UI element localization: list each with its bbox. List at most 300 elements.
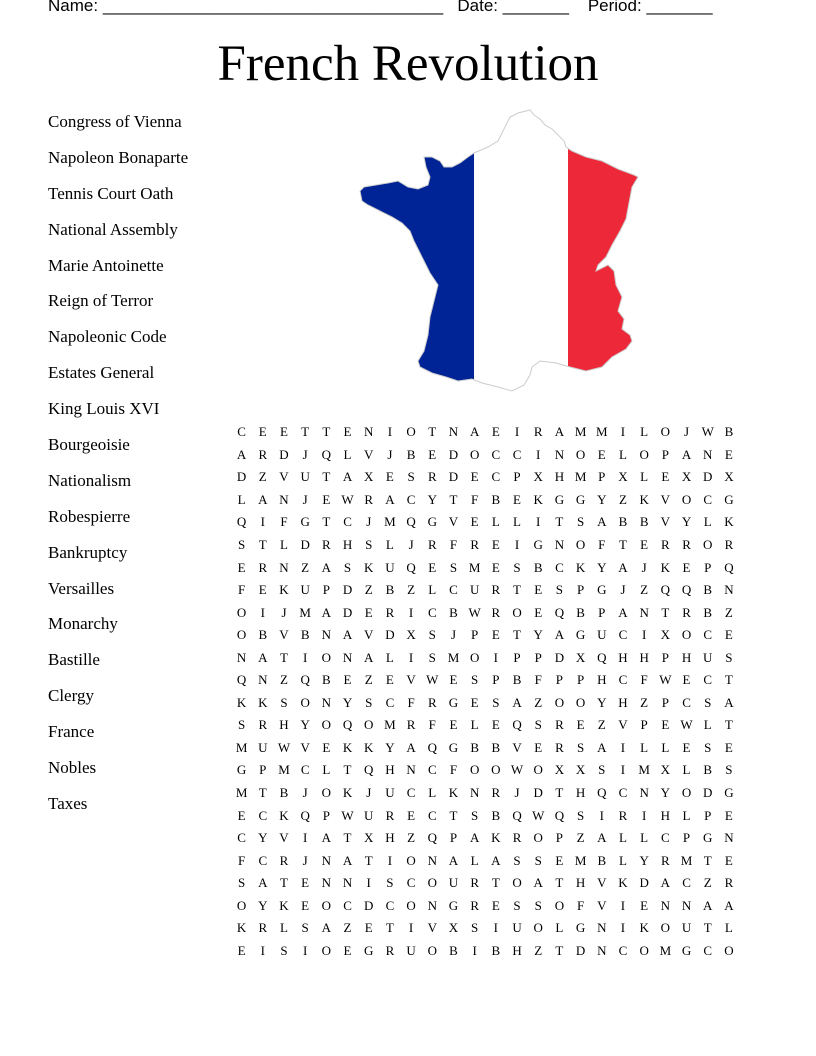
- grid-cell[interactable]: H: [279, 717, 289, 733]
- grid-cell[interactable]: S: [237, 717, 246, 733]
- grid-cell[interactable]: T: [618, 537, 627, 552]
- grid-cell[interactable]: M: [574, 469, 587, 485]
- grid-cell[interactable]: B: [470, 739, 479, 755]
- grid-cell[interactable]: R: [258, 717, 268, 733]
- grid-cell[interactable]: R: [661, 537, 670, 552]
- grid-cell[interactable]: O: [660, 920, 671, 936]
- grid-cell[interactable]: S: [704, 694, 712, 710]
- grid-cell[interactable]: E: [534, 604, 543, 620]
- grid-cell[interactable]: A: [512, 694, 522, 710]
- grid-cell[interactable]: C: [661, 830, 670, 846]
- grid-cell[interactable]: R: [618, 807, 628, 823]
- grid-cell[interactable]: S: [449, 559, 458, 575]
- grid-cell[interactable]: A: [258, 875, 268, 891]
- grid-cell[interactable]: X: [618, 469, 628, 485]
- grid-cell[interactable]: J: [302, 785, 308, 801]
- grid-cell[interactable]: A: [321, 830, 332, 846]
- grid-cell[interactable]: L: [237, 491, 246, 507]
- grid-cell[interactable]: N: [681, 897, 692, 913]
- grid-cell[interactable]: D: [342, 582, 353, 598]
- grid-cell[interactable]: P: [576, 582, 585, 598]
- grid-cell[interactable]: T: [279, 649, 288, 665]
- grid-cell[interactable]: L: [640, 424, 649, 440]
- grid-cell[interactable]: N: [724, 582, 734, 598]
- grid-cell[interactable]: A: [597, 739, 607, 755]
- grid-cell[interactable]: R: [406, 717, 416, 733]
- grid-cell[interactable]: G: [724, 785, 734, 801]
- grid-cell[interactable]: O: [575, 446, 586, 462]
- grid-cell[interactable]: N: [258, 672, 268, 688]
- grid-cell[interactable]: E: [279, 424, 288, 440]
- grid-cell[interactable]: P: [534, 649, 542, 665]
- grid-cell[interactable]: L: [618, 830, 627, 846]
- grid-cell[interactable]: B: [597, 852, 607, 868]
- grid-cell[interactable]: I: [302, 942, 308, 958]
- grid-cell[interactable]: B: [385, 582, 395, 598]
- grid-cell[interactable]: C: [427, 807, 437, 823]
- grid-cell[interactable]: W: [532, 807, 545, 823]
- grid-cell[interactable]: S: [280, 942, 288, 958]
- grid-cell[interactable]: O: [681, 627, 692, 643]
- grid-cell[interactable]: I: [260, 514, 265, 530]
- grid-cell[interactable]: K: [533, 491, 543, 507]
- grid-cell[interactable]: L: [279, 920, 288, 936]
- grid-cell[interactable]: E: [428, 446, 437, 462]
- grid-cell[interactable]: N: [597, 920, 607, 936]
- grid-cell[interactable]: J: [641, 559, 647, 575]
- grid-cell[interactable]: C: [427, 762, 437, 778]
- grid-cell[interactable]: V: [597, 875, 607, 891]
- grid-cell[interactable]: P: [704, 807, 712, 823]
- grid-cell[interactable]: Z: [258, 469, 267, 485]
- grid-cell[interactable]: G: [575, 491, 586, 507]
- grid-cell[interactable]: Q: [597, 649, 607, 665]
- grid-cell[interactable]: E: [682, 559, 691, 575]
- grid-cell[interactable]: S: [598, 762, 606, 778]
- grid-cell[interactable]: J: [514, 785, 520, 801]
- grid-cell[interactable]: Z: [343, 920, 352, 936]
- grid-cell[interactable]: B: [322, 672, 331, 688]
- grid-cell[interactable]: L: [428, 582, 437, 598]
- grid-cell[interactable]: S: [534, 717, 542, 733]
- grid-cell[interactable]: T: [258, 785, 267, 801]
- grid-cell[interactable]: E: [513, 491, 521, 507]
- grid-cell[interactable]: X: [575, 762, 586, 778]
- grid-cell[interactable]: W: [659, 672, 672, 688]
- grid-cell[interactable]: E: [491, 559, 500, 575]
- grid-cell[interactable]: A: [618, 559, 628, 575]
- grid-cell[interactable]: P: [513, 469, 521, 485]
- grid-cell[interactable]: J: [302, 491, 308, 507]
- grid-cell[interactable]: C: [703, 672, 713, 688]
- grid-cell[interactable]: Y: [533, 627, 543, 643]
- grid-cell[interactable]: T: [555, 942, 564, 958]
- grid-cell[interactable]: L: [618, 446, 627, 462]
- grid-cell[interactable]: O: [533, 920, 543, 936]
- grid-cell[interactable]: X: [364, 469, 374, 485]
- grid-cell[interactable]: C: [406, 785, 416, 801]
- grid-cell[interactable]: A: [342, 627, 353, 643]
- grid-cell[interactable]: J: [366, 514, 372, 530]
- grid-cell[interactable]: E: [534, 739, 543, 755]
- grid-cell[interactable]: N: [321, 852, 332, 868]
- grid-cell[interactable]: G: [364, 942, 374, 958]
- grid-cell[interactable]: V: [279, 830, 289, 846]
- grid-cell[interactable]: Q: [236, 514, 247, 530]
- grid-cell[interactable]: B: [449, 942, 458, 958]
- grid-cell[interactable]: Q: [300, 672, 310, 688]
- grid-cell[interactable]: Z: [407, 582, 416, 598]
- grid-cell[interactable]: L: [703, 514, 712, 530]
- grid-cell[interactable]: E: [343, 672, 352, 688]
- grid-cell[interactable]: E: [258, 582, 267, 598]
- grid-cell[interactable]: C: [343, 514, 352, 530]
- grid-cell[interactable]: P: [513, 649, 521, 665]
- grid-cell[interactable]: Q: [660, 582, 671, 598]
- grid-cell[interactable]: K: [279, 582, 289, 598]
- grid-cell[interactable]: Q: [321, 446, 332, 462]
- grid-cell[interactable]: Q: [427, 739, 437, 755]
- grid-cell[interactable]: Q: [406, 559, 416, 575]
- grid-cell[interactable]: B: [491, 491, 501, 507]
- grid-cell[interactable]: N: [639, 604, 649, 620]
- grid-cell[interactable]: U: [597, 627, 607, 643]
- grid-cell[interactable]: H: [385, 830, 395, 846]
- grid-cell[interactable]: T: [661, 604, 670, 620]
- grid-cell[interactable]: O: [681, 491, 692, 507]
- grid-cell[interactable]: X: [364, 830, 374, 846]
- grid-cell[interactable]: G: [681, 942, 692, 958]
- grid-cell[interactable]: M: [596, 424, 608, 440]
- grid-cell[interactable]: H: [575, 875, 586, 891]
- grid-cell[interactable]: E: [470, 694, 479, 710]
- grid-cell[interactable]: B: [639, 514, 649, 530]
- grid-cell[interactable]: J: [387, 446, 393, 462]
- grid-cell[interactable]: O: [724, 942, 734, 958]
- grid-cell[interactable]: U: [703, 649, 713, 665]
- grid-cell[interactable]: M: [384, 717, 396, 733]
- grid-cell[interactable]: Y: [681, 514, 692, 530]
- grid-cell[interactable]: C: [406, 875, 416, 891]
- grid-cell[interactable]: S: [513, 852, 521, 868]
- grid-cell[interactable]: Q: [554, 807, 565, 823]
- grid-cell[interactable]: K: [342, 785, 353, 801]
- grid-cell[interactable]: O: [321, 717, 332, 733]
- grid-cell[interactable]: R: [470, 897, 479, 913]
- grid-cell[interactable]: W: [277, 739, 291, 755]
- grid-cell[interactable]: Q: [724, 559, 734, 575]
- grid-cell[interactable]: O: [300, 694, 310, 710]
- grid-cell[interactable]: A: [448, 852, 459, 868]
- grid-cell[interactable]: A: [681, 446, 692, 462]
- grid-cell[interactable]: L: [555, 920, 564, 936]
- grid-cell[interactable]: C: [300, 762, 310, 778]
- grid-cell[interactable]: R: [258, 446, 268, 462]
- grid-cell[interactable]: C: [512, 446, 522, 462]
- grid-cell[interactable]: N: [236, 649, 247, 665]
- grid-cell[interactable]: D: [300, 537, 310, 552]
- grid-cell[interactable]: E: [491, 717, 500, 733]
- grid-cell[interactable]: D: [703, 785, 713, 801]
- grid-cell[interactable]: G: [575, 627, 586, 643]
- grid-cell[interactable]: Z: [301, 559, 310, 575]
- grid-cell[interactable]: G: [703, 830, 713, 846]
- grid-cell[interactable]: G: [448, 694, 459, 710]
- grid-cell[interactable]: C: [682, 694, 691, 710]
- grid-cell[interactable]: I: [302, 649, 308, 665]
- grid-cell[interactable]: K: [258, 694, 268, 710]
- grid-cell[interactable]: A: [385, 491, 395, 507]
- grid-cell[interactable]: M: [659, 942, 672, 958]
- grid-cell[interactable]: C: [618, 672, 628, 688]
- grid-cell[interactable]: E: [449, 672, 458, 688]
- grid-cell[interactable]: V: [660, 514, 671, 530]
- grid-cell[interactable]: A: [406, 739, 416, 755]
- grid-cell[interactable]: S: [534, 897, 542, 913]
- grid-cell[interactable]: L: [385, 537, 394, 552]
- grid-cell[interactable]: O: [406, 852, 416, 868]
- grid-cell[interactable]: H: [618, 694, 628, 710]
- grid-cell[interactable]: M: [447, 649, 460, 665]
- grid-cell[interactable]: E: [555, 852, 564, 868]
- grid-cell[interactable]: R: [470, 875, 479, 891]
- grid-cell[interactable]: J: [620, 582, 626, 598]
- grid-cell[interactable]: S: [428, 649, 436, 665]
- grid-cell[interactable]: M: [468, 559, 481, 575]
- grid-cell[interactable]: E: [322, 739, 331, 755]
- grid-cell[interactable]: T: [279, 875, 288, 891]
- grid-cell[interactable]: M: [638, 762, 650, 778]
- grid-cell[interactable]: I: [387, 852, 393, 868]
- grid-cell[interactable]: L: [640, 739, 649, 755]
- grid-cell[interactable]: C: [491, 446, 501, 462]
- grid-cell[interactable]: B: [724, 424, 734, 440]
- grid-cell[interactable]: K: [639, 920, 649, 936]
- grid-cell[interactable]: M: [299, 604, 311, 620]
- grid-cell[interactable]: U: [512, 920, 522, 936]
- grid-cell[interactable]: I: [408, 604, 414, 620]
- grid-cell[interactable]: B: [533, 559, 543, 575]
- grid-cell[interactable]: R: [385, 604, 395, 620]
- grid-cell[interactable]: S: [725, 762, 733, 778]
- grid-cell[interactable]: H: [554, 469, 565, 485]
- grid-cell[interactable]: K: [364, 739, 374, 755]
- grid-cell[interactable]: A: [724, 694, 734, 710]
- grid-cell[interactable]: I: [641, 627, 647, 643]
- grid-cell[interactable]: I: [493, 649, 499, 665]
- grid-cell[interactable]: O: [406, 424, 416, 440]
- grid-cell[interactable]: I: [620, 920, 626, 936]
- grid-cell[interactable]: Z: [640, 694, 649, 710]
- grid-cell[interactable]: T: [364, 852, 373, 868]
- grid-cell[interactable]: F: [449, 762, 458, 778]
- grid-cell[interactable]: B: [491, 739, 501, 755]
- grid-cell[interactable]: U: [385, 559, 395, 575]
- grid-cell[interactable]: N: [321, 875, 332, 891]
- grid-cell[interactable]: I: [620, 424, 626, 440]
- grid-cell[interactable]: R: [533, 424, 543, 440]
- grid-cell[interactable]: A: [469, 424, 480, 440]
- grid-cell[interactable]: T: [258, 537, 267, 552]
- grid-cell[interactable]: V: [279, 469, 289, 485]
- grid-cell[interactable]: C: [385, 694, 395, 710]
- grid-cell[interactable]: L: [640, 469, 649, 485]
- grid-cell[interactable]: N: [342, 875, 353, 891]
- grid-cell[interactable]: S: [471, 920, 479, 936]
- grid-cell[interactable]: R: [385, 807, 395, 823]
- grid-cell[interactable]: N: [321, 694, 332, 710]
- grid-cell[interactable]: J: [408, 537, 414, 552]
- grid-cell[interactable]: O: [575, 694, 586, 710]
- grid-cell[interactable]: B: [491, 807, 501, 823]
- grid-cell[interactable]: M: [680, 852, 693, 868]
- grid-cell[interactable]: R: [385, 942, 395, 958]
- grid-cell[interactable]: T: [322, 514, 331, 530]
- grid-cell[interactable]: W: [341, 807, 354, 823]
- grid-cell[interactable]: A: [258, 491, 268, 507]
- grid-cell[interactable]: O: [321, 649, 332, 665]
- grid-cell[interactable]: S: [492, 694, 500, 710]
- grid-cell[interactable]: L: [428, 785, 437, 801]
- grid-cell[interactable]: D: [448, 446, 459, 462]
- grid-cell[interactable]: V: [597, 897, 607, 913]
- grid-cell[interactable]: J: [302, 852, 308, 868]
- grid-cell[interactable]: S: [576, 807, 585, 823]
- grid-cell[interactable]: R: [724, 537, 734, 552]
- grid-cell[interactable]: J: [684, 424, 690, 440]
- grid-cell[interactable]: O: [639, 446, 649, 462]
- grid-cell[interactable]: E: [470, 514, 479, 530]
- grid-cell[interactable]: X: [533, 469, 543, 485]
- grid-cell[interactable]: M: [235, 739, 248, 755]
- grid-cell[interactable]: E: [237, 559, 246, 575]
- grid-cell[interactable]: A: [491, 852, 501, 868]
- grid-cell[interactable]: O: [427, 942, 437, 958]
- grid-cell[interactable]: S: [407, 469, 415, 485]
- grid-cell[interactable]: A: [321, 920, 332, 936]
- grid-cell[interactable]: A: [724, 897, 734, 913]
- grid-cell[interactable]: S: [365, 694, 373, 710]
- grid-cell[interactable]: D: [342, 604, 353, 620]
- grid-cell[interactable]: O: [427, 875, 437, 891]
- grid-cell[interactable]: E: [449, 717, 458, 733]
- grid-cell[interactable]: F: [471, 491, 479, 507]
- grid-cell[interactable]: Y: [385, 739, 395, 755]
- grid-cell[interactable]: C: [703, 942, 713, 958]
- grid-cell[interactable]: C: [258, 807, 268, 823]
- grid-cell[interactable]: M: [235, 785, 248, 801]
- grid-cell[interactable]: S: [365, 537, 373, 552]
- grid-cell[interactable]: C: [237, 830, 246, 846]
- grid-cell[interactable]: P: [598, 604, 606, 620]
- grid-cell[interactable]: T: [343, 830, 352, 846]
- grid-cell[interactable]: F: [407, 694, 415, 710]
- grid-cell[interactable]: E: [724, 739, 733, 755]
- grid-cell[interactable]: E: [364, 920, 373, 936]
- grid-cell[interactable]: T: [449, 491, 458, 507]
- grid-cell[interactable]: Y: [258, 897, 268, 913]
- grid-cell[interactable]: C: [237, 424, 246, 440]
- grid-cell[interactable]: H: [660, 807, 671, 823]
- grid-cell[interactable]: T: [724, 672, 733, 688]
- grid-cell[interactable]: R: [258, 559, 268, 575]
- grid-cell[interactable]: Z: [279, 672, 288, 688]
- grid-cell[interactable]: G: [236, 762, 247, 778]
- grid-cell[interactable]: S: [576, 514, 585, 530]
- grid-cell[interactable]: U: [300, 582, 310, 598]
- grid-cell[interactable]: G: [724, 491, 734, 507]
- grid-cell[interactable]: O: [469, 446, 480, 462]
- grid-cell[interactable]: T: [301, 424, 310, 440]
- grid-cell[interactable]: N: [342, 649, 353, 665]
- grid-cell[interactable]: E: [343, 942, 352, 958]
- grid-cell[interactable]: H: [342, 537, 353, 552]
- grid-cell[interactable]: C: [618, 942, 628, 958]
- grid-cell[interactable]: X: [660, 762, 671, 778]
- grid-cell[interactable]: R: [427, 694, 437, 710]
- grid-cell[interactable]: I: [366, 875, 371, 891]
- grid-cell[interactable]: T: [703, 852, 712, 868]
- grid-cell[interactable]: N: [321, 627, 332, 643]
- grid-cell[interactable]: A: [342, 469, 353, 485]
- grid-cell[interactable]: F: [534, 672, 542, 688]
- grid-cell[interactable]: S: [704, 739, 712, 755]
- grid-cell[interactable]: T: [322, 469, 331, 485]
- grid-cell[interactable]: Q: [512, 717, 522, 733]
- grid-cell[interactable]: A: [597, 514, 607, 530]
- grid-cell[interactable]: D: [364, 897, 374, 913]
- grid-cell[interactable]: G: [448, 739, 459, 755]
- grid-cell[interactable]: T: [449, 807, 458, 823]
- grid-cell[interactable]: X: [575, 649, 586, 665]
- grid-cell[interactable]: L: [661, 739, 670, 755]
- grid-cell[interactable]: B: [576, 604, 585, 620]
- grid-cell[interactable]: M: [278, 762, 290, 778]
- grid-cell[interactable]: Q: [342, 717, 353, 733]
- grid-cell[interactable]: R: [682, 537, 691, 552]
- grid-cell[interactable]: P: [661, 649, 669, 665]
- grid-cell[interactable]: P: [555, 672, 564, 688]
- grid-cell[interactable]: D: [236, 469, 247, 485]
- grid-cell[interactable]: V: [448, 514, 459, 530]
- grid-cell[interactable]: B: [703, 582, 713, 598]
- grid-cell[interactable]: Z: [724, 604, 733, 620]
- grid-cell[interactable]: E: [322, 491, 331, 507]
- grid-cell[interactable]: K: [364, 559, 374, 575]
- grid-cell[interactable]: R: [512, 830, 522, 846]
- grid-cell[interactable]: S: [576, 739, 585, 755]
- grid-cell[interactable]: A: [618, 604, 628, 620]
- grid-cell[interactable]: Z: [703, 875, 712, 891]
- grid-cell[interactable]: H: [575, 785, 586, 801]
- grid-cell[interactable]: K: [491, 830, 501, 846]
- grid-cell[interactable]: E: [258, 424, 267, 440]
- grid-cell[interactable]: E: [343, 424, 352, 440]
- grid-cell[interactable]: Q: [300, 807, 310, 823]
- grid-cell[interactable]: T: [491, 875, 500, 891]
- grid-cell[interactable]: P: [598, 469, 606, 485]
- grid-cell[interactable]: W: [426, 672, 439, 688]
- grid-cell[interactable]: N: [660, 897, 671, 913]
- grid-cell[interactable]: N: [703, 446, 713, 462]
- grid-cell[interactable]: G: [575, 920, 586, 936]
- grid-cell[interactable]: X: [448, 920, 459, 936]
- grid-cell[interactable]: O: [469, 649, 480, 665]
- grid-cell[interactable]: E: [661, 469, 670, 485]
- grid-cell[interactable]: R: [555, 717, 564, 733]
- grid-cell[interactable]: S: [471, 807, 479, 823]
- grid-cell[interactable]: T: [555, 514, 564, 530]
